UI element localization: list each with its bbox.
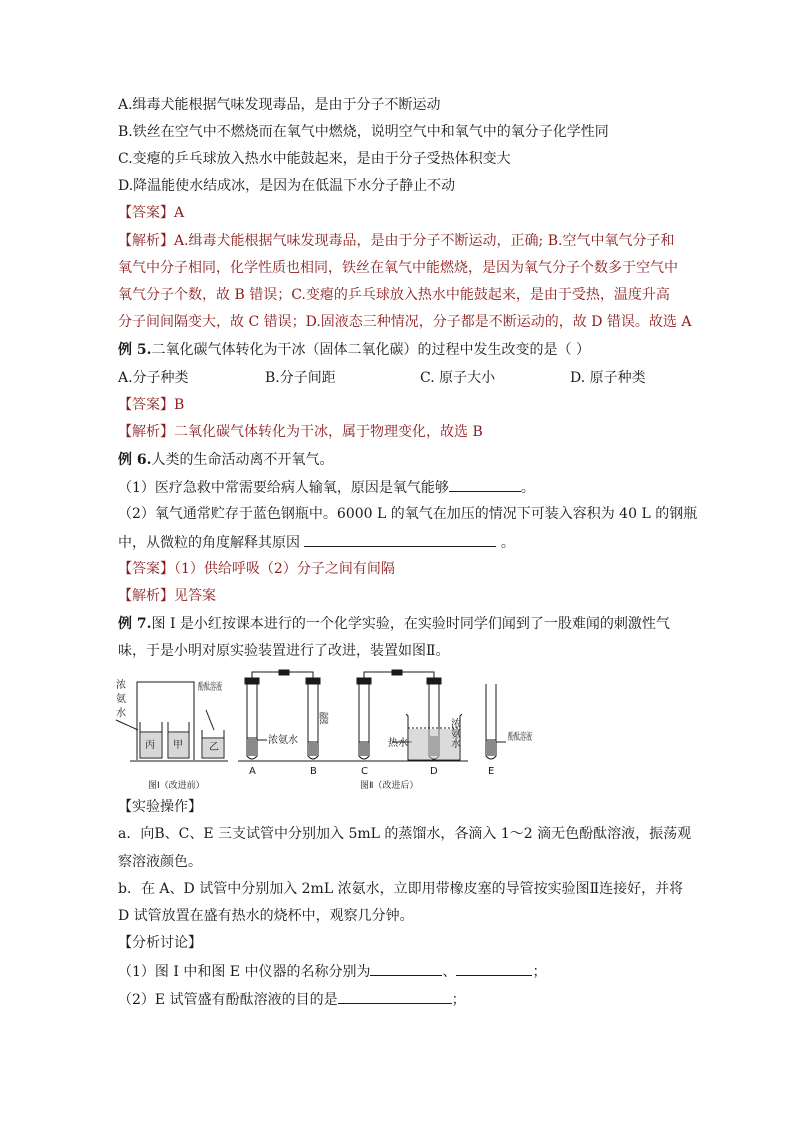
label-nonganshui-d: 浓氨水 (448, 718, 460, 748)
answer-tag: 【答案】 (118, 561, 174, 577)
tube-label-c: C (361, 766, 368, 777)
analysis-text: 二氧化碳气体转化为干冰，属于物理变化，故选 B (174, 424, 483, 440)
disc-item-1-end: ； (532, 964, 547, 980)
q4-analysis-line-2: 氧气中分子相同，化学性质也相同，铁丝在氧气中能燃烧，是因为氧气分子个数多于空气中 (118, 260, 678, 276)
op-b-line-2: D 试管放置在盛有热水的烧杯中，观察几分钟。 (118, 908, 414, 924)
answer-blank[interactable] (456, 961, 532, 976)
q5-answer (118, 395, 678, 415)
label-bing: 丙 (145, 740, 155, 751)
answer-blank[interactable] (449, 477, 521, 492)
op-a-line-2: 察溶液颜色。 (118, 854, 202, 870)
answer-blank[interactable] (304, 532, 496, 547)
disc-item-2 (118, 989, 678, 1010)
analysis-text: A.缉毒犬能根据气味发现毒品，是由于分子不断运动，正确; B.空气中氧气分子和 (174, 233, 675, 249)
label-jia: 甲 (173, 740, 183, 751)
q7-label: 例 7. (118, 616, 152, 632)
q6-part-1-end: 。 (520, 480, 535, 496)
q7-stem-line-1 (118, 614, 678, 634)
fig2-caption: 图Ⅱ（改进后） (360, 781, 419, 791)
q5-option-c: C. 原子大小 (420, 370, 496, 386)
analysis-tag: 【解析】 (118, 424, 174, 440)
fig1-caption: 图Ⅰ（改进前） (148, 781, 205, 791)
q5-label: 例 5. (118, 342, 152, 358)
label-yi: 乙 (209, 742, 219, 753)
tube-label-a: A (249, 766, 256, 777)
q4-analysis-line-4: 分子间间隔变大，故 C 错误；D.固液态三种情况，分子都是不断运动的，故 D 错误。故选 A (118, 314, 692, 330)
q5-stem (118, 340, 678, 360)
q5-option-b: B.分子间距 (265, 370, 336, 386)
analysis-tag: 【解析】 (118, 588, 174, 604)
answer-tag: 【答案】 (118, 205, 174, 221)
label-nongan-3: 水 (116, 708, 126, 719)
answer-blank[interactable] (338, 989, 452, 1004)
tube-label-b: B (310, 766, 317, 777)
answer-blank[interactable] (370, 961, 442, 976)
q5-analysis (118, 422, 678, 442)
q7-stem-line-2: 味，于是小明对原实验装置进行了改进，装置如图Ⅱ。 (118, 643, 450, 659)
q4-option-a: A.缉毒犬能根据气味发现毒品，是由于分子不断运动 (118, 97, 441, 113)
tube-label-d: D (430, 766, 438, 777)
q6-stem-text: 人类的生命活动离不开氧气。 (151, 452, 334, 468)
answer-tag: 【答案】 (118, 397, 174, 413)
label-nongan-2: 氨 (116, 694, 126, 705)
disc-item-2-end: ； (451, 992, 466, 1008)
q6-part-1-text: （1）医疗急救中常需要给病人输氧，原因是氧气能够 (118, 480, 449, 496)
tube-label-e: E (488, 766, 495, 777)
q5-option-a: A.分子种类 (118, 370, 189, 386)
q7-stem-text: 图 I 是小红按课本进行的一个化学实验，在实验时同学们闻到了一股难闻的刺激性气 (151, 616, 670, 632)
q5-stem-text: 二氧化碳气体转化为干冰（固体二氧化碳）的过程中发生改变的是（ ） (151, 342, 590, 358)
disc-title: 【分析讨论】 (118, 935, 202, 951)
q4-option-d: D.降温能使水结成冰，是因为在低温下水分子静止不动 (118, 178, 456, 194)
q4-analysis-line-1 (118, 231, 678, 251)
q4-answer (118, 203, 678, 223)
disc-item-2-text: （2）E 试管盛有酚酞溶液的目的是 (118, 992, 338, 1008)
label-reshui: 热水 (388, 738, 408, 749)
label-fentai-e: 酚酞溶液 (508, 732, 548, 743)
disc-item-1 (118, 961, 678, 982)
analysis-text: 见答案 (174, 588, 216, 604)
answer-value: （1）供给呼吸（2）分子之间有间隔 (174, 561, 395, 577)
experiment-figure (116, 670, 548, 795)
disc-item-1-text: （1）图 I 中和图 E 中仪器的名称分别为 (118, 964, 371, 980)
q6-stem (118, 450, 678, 470)
q4-option-c: C.变瘪的乒乓球放入热水中能鼓起来，是由于分子受热体积变大 (118, 151, 511, 167)
q6-part-2-end: 。 (496, 535, 515, 551)
q6-label: 例 6. (118, 452, 152, 468)
op-b-line-1: b．在 A、D 试管中分别加入 2mL 浓氨水，立即用带橡皮塞的导管按实验图Ⅱ连接好，并将 (118, 881, 684, 897)
q6-part-2-line-2 (118, 532, 678, 553)
label-nonganshui: 浓氨水 (268, 735, 298, 746)
q6-part-2-line-1: （2）氧气通常贮存于蓝色钢瓶中。6000 L 的氧气在加压的情况下可装入容积为 40 L 的钢瓶 (118, 506, 698, 522)
q4-option-b: B.铁丝在空气中不燃烧而在氧气中燃烧，说明空气中和氧气中的氧分子化学性同 (118, 124, 609, 140)
op-a-line-1: a．向B、C、E 三支试管中分别加入 5mL 的蒸馏水，各滴入 1～2 滴无色酚酞溶液，振荡观 (118, 826, 692, 842)
answer-value: B (174, 397, 185, 413)
q6-answer (118, 559, 678, 579)
label-nongan-1: 浓 (116, 680, 126, 691)
label-fentai-b: 酚酞溶液 (316, 712, 328, 752)
q4-analysis-line-3: 氧气分子个数，故 B 错误；C.变瘪的乒乓球放入热水中能鼓起来，是由于受热，温度升高 (118, 287, 670, 303)
q6-analysis (118, 586, 678, 606)
q6-part-2-text: 中，从微粒的角度解释其原因 (118, 535, 300, 551)
analysis-tag: 【解析】 (118, 233, 174, 249)
q6-part-1 (118, 477, 678, 498)
label-fentai: 酚酞溶液 (198, 682, 238, 693)
disc-item-1-sep: 、 (442, 964, 457, 980)
op-title: 【实验操作】 (118, 799, 202, 815)
answer-value: A (174, 205, 185, 221)
q5-option-d: D. 原子种类 (570, 370, 646, 386)
